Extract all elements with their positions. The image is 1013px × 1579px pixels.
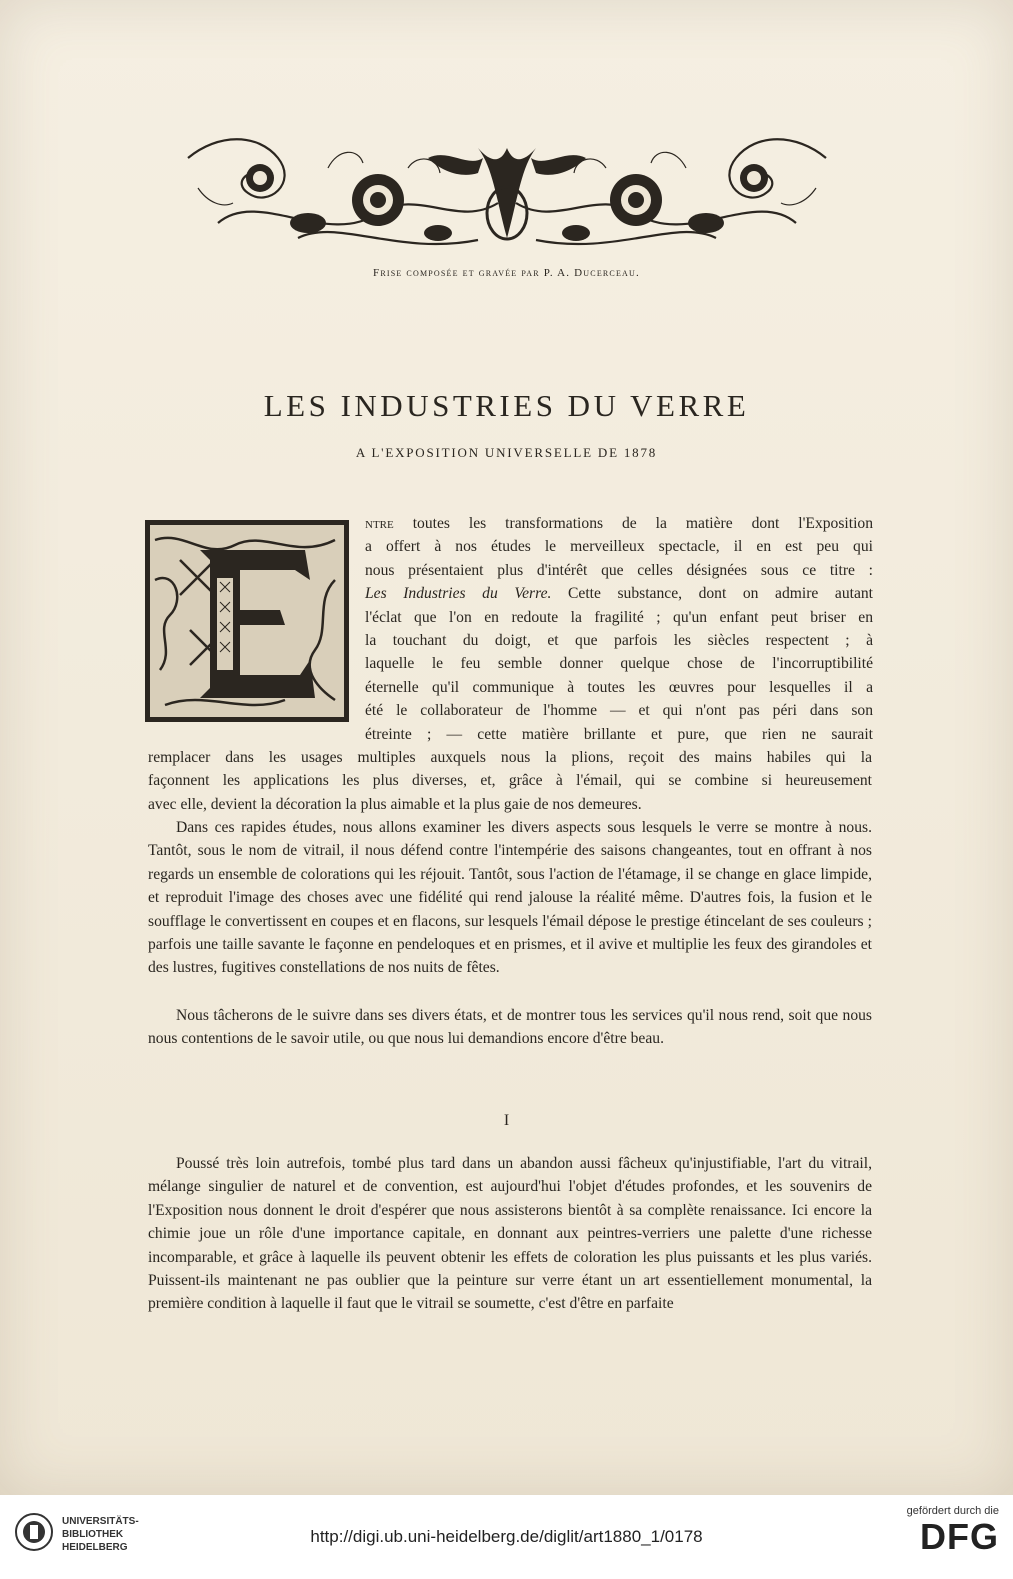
- intro-line-1: a offert à nos études le merveilleux spectacle, il en est peu qui: [365, 538, 873, 556]
- intro-line-0: ntre toutes les transformations de la matière dont l'Exposition: [365, 515, 873, 532]
- ornamental-initial-E-icon: [145, 520, 349, 722]
- intro-full-lines: [148, 746, 872, 793]
- paragraph-1: Dans ces rapides études, nous allons examiner les divers aspects sous lesquels le verre se montre à nous. Tantôt, sous le nom de vitrail, il nous défend contre l'intempérie des saisons changeantes, tout en offrant à nos regards un ensemble de colorations qui les réjouit. Tantôt, sous l'action de l'étamage, il se change en glace limpide, et reproduit l'image des choses avec une fidélité qui rend jalouse la réalité même. D'autres fois, la fusion et le soufflage le convertissent en coupes et en flacons, sur lesquels l'émail dépose le prestige étincelant de ses couleurs ; parfois une taille savante le façonne en pendeloques et en prismes, et il avive et multiplie les feux des girandoles et des lustres, fugitives constellations de nos nuits de fêtes.: [148, 819, 872, 977]
- section-paragraph: Poussé très loin autrefois, tombé plus tard dans un abandon aussi fâcheux qu'injustifiable, l'art du vitrail, mélange singulier de naturel et de convention, est aujourd'hui l'objet d'études profondes, et les souvenirs de l'Exposition nous donnent le droit d'espérer que nous assisterons bientôt à sa complète renaissance. Ici encore la chimie joue un rôle d'une importance capitale, en donnant aux peintres-verriers une palette d'une richesse incomparable, et grâce à laquelle ils peuvent obtenir les effets de coloration les plus puissants et les plus variés. Puissent-ils maintenant ne pas oublier que la peinture sur verre étant un art essentiellement monumental, la première condition à laquelle il faut que le vitrail se soumette, c'est d'être en parfaite: [148, 1155, 872, 1313]
- intro-first-word: ntre: [365, 515, 394, 532]
- intro-last-line: avec elle, devient la décoration la plus aimable et la plus gaie de nos demeures.: [148, 796, 642, 813]
- library-name: UNIVERSITÄTS- BIBLIOTHEK HEIDELBERG: [62, 1516, 139, 1553]
- section-number: I: [503, 1112, 510, 1129]
- intro-line-6: laquelle le feu semble donner quelque chose de l'incorruptibilité: [365, 655, 873, 673]
- intro-line-2: nous présentaient plus d'intérêt que celles désignées sous ce titre :: [365, 561, 873, 579]
- article-title: LES INDUSTRIES DU VERRE: [263, 388, 750, 423]
- dfg-logo[interactable]: [889, 1505, 999, 1569]
- intro-line-4: l'éclat que l'on en redoute la fragilité ; qu'un enfant peut briser en: [365, 608, 873, 626]
- ornamental-frieze-icon: [178, 128, 836, 258]
- intro-line-9: étreinte ; — cette matière brillante et pure, que rien ne saurait: [365, 725, 873, 743]
- intro-line-3: Les Industries du Verre. Cette substance, dont on admire autant: [365, 585, 874, 603]
- dfg-wordmark: DFG: [920, 1516, 999, 1557]
- intro-full-line-1: façonnent les applications les plus diverses, et, grâce à l'émail, qui se combine si heureusement: [148, 772, 872, 790]
- digitization-url-link[interactable]: http://digi.ub.uni-heidelberg.de/diglit/art1880_1/0178: [310, 1527, 703, 1546]
- intro-full-line-0: remplacer dans les usages multiples auxquels nous la plions, reçoit des mains habiles qui la: [148, 749, 872, 766]
- intro-line-7: éternelle qu'il communique à toutes les œuvres pour lesquelles il a: [365, 678, 873, 696]
- intro-line-5: la touchant du doigt, et que parfois les siècles respectent ; à: [365, 632, 873, 650]
- intro-line-8: été le collaborateur de l'homme — et qui n'ont pas péri dans son: [365, 702, 873, 720]
- intro-wrapped-lines: [365, 512, 873, 746]
- intro-italic-title: Les Industries du Verre.: [365, 585, 552, 603]
- article-subtitle: A L'EXPOSITION UNIVERSELLE DE 1878: [355, 445, 658, 460]
- paragraph-2: Nous tâcherons de le suivre dans ses divers états, et de montrer tous les services qu'il nous rend, soit que nous nous contentions de le savoir utile, ou que nous lui demandions encore d'être beau.: [148, 1007, 872, 1048]
- funded-by-label: gefördert durch die: [906, 1505, 999, 1517]
- footer-bar: [0, 1495, 1013, 1579]
- frieze-caption: Frise composée et gravée par P. A. Ducerceau.: [373, 267, 640, 279]
